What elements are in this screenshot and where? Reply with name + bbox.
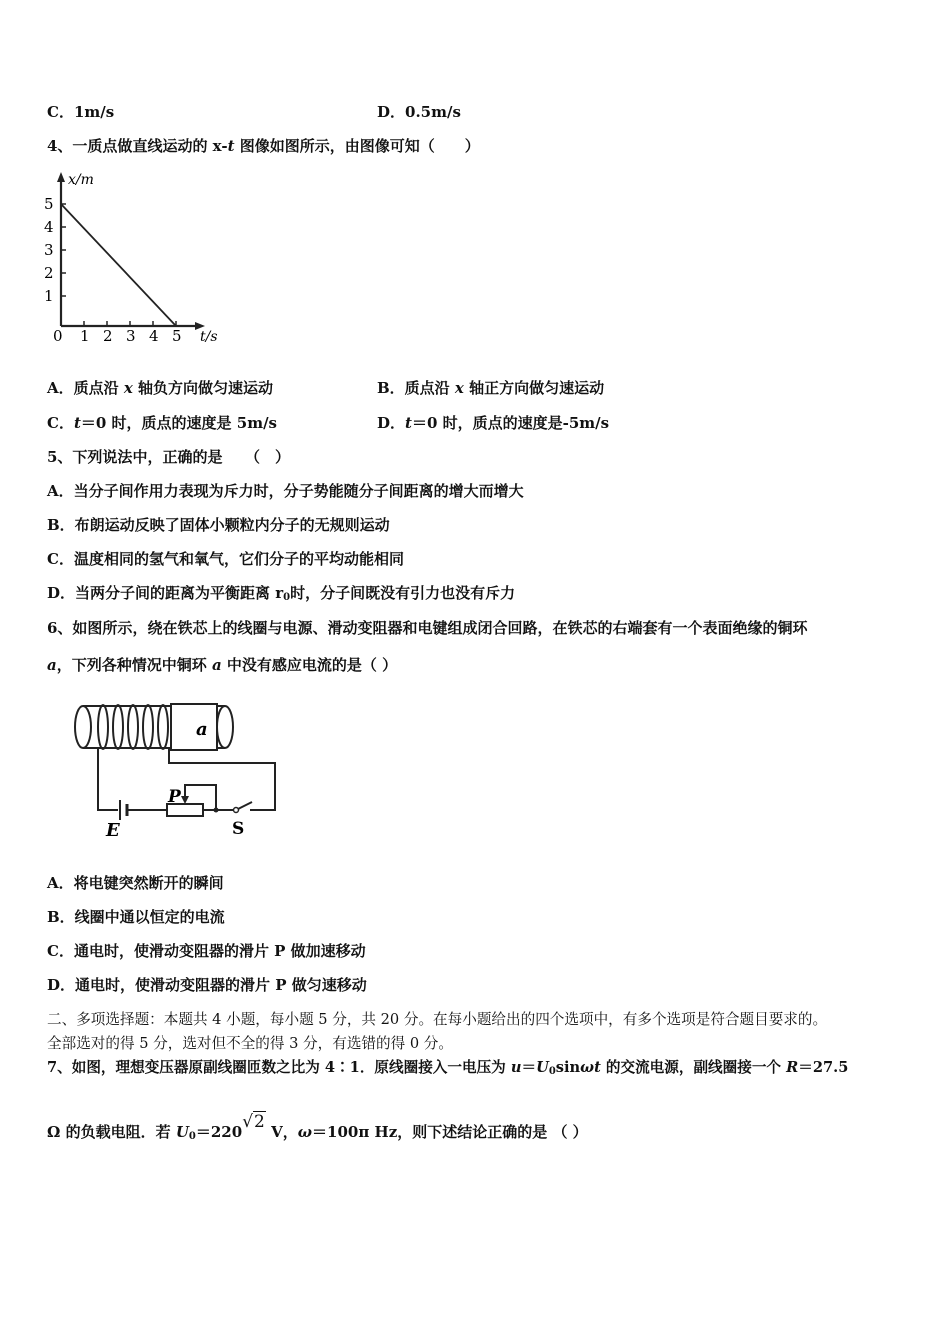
q7-stem-line1: 7、如图，理想变压器原副线圈匝数之比为 4∶1．原线圈接入一电压为 $u=U_0\sin\omega t$ 的交流电源，副线圈接一个 R＝27.5	[47, 1059, 849, 1077]
graph-xtick-label: 0	[53, 327, 63, 345]
slider-arrow	[181, 796, 189, 804]
graph-ytick-label: 1	[44, 287, 54, 305]
q7-stem-line2: Ω 的负载电阻．若 $U_0=220√2$ V，ω＝100π Hz，则下述结论正确的是 （ ）	[47, 1112, 588, 1142]
q6-option-b: B．线圈中通以恒定的电流	[47, 908, 225, 926]
q5-option-a: A．当分子间作用力表现为斥力时，分子势能随分子间距离的增大而增大	[47, 482, 524, 500]
ring-label: a	[196, 719, 208, 740]
sqrt-sign: √2	[242, 1112, 265, 1132]
graph-xtick-label: 5	[172, 327, 182, 345]
q3-option-d: D．0.5m/s	[377, 103, 461, 121]
graph-y-arrow	[57, 172, 65, 182]
q5-option-d: D．当两分子间的距离为平衡距离 $r_0$时，分子间既没有引力也没有斥力	[47, 584, 516, 603]
graph-xlabel: t/s	[200, 329, 218, 345]
q4-option-a: A．质点沿 x 轴负方向做匀速运动	[47, 379, 274, 397]
graph-ytick-label: 5	[44, 195, 54, 213]
graph-ytick-label: 3	[44, 241, 54, 259]
wire-left	[98, 748, 118, 810]
q4-xt-graph	[40, 166, 230, 346]
source-label: E	[106, 820, 120, 840]
q5-option-c: C．温度相同的氢气和氧气，它们分子的平均动能相同	[47, 550, 404, 568]
q5-stem: 5、下列说法中，正确的是 （ ）	[47, 448, 290, 466]
graph-ytick-label: 2	[44, 264, 54, 282]
q4-option-b: B．质点沿 x 轴正方向做匀速运动	[377, 379, 605, 397]
q5-option-b: B．布朗运动反映了固体小颗粒内分子的无规则运动	[47, 516, 390, 534]
q4-option-d: D．t＝0 时，质点的速度是-5m/s	[377, 414, 610, 432]
coil	[98, 705, 168, 749]
q4-stem: 4、一质点做直线运动的 x-t 图像如图所示，由图像可知（ ）	[47, 137, 480, 155]
slider-label: P	[168, 787, 181, 807]
graph-xtick-label: 2	[103, 327, 113, 345]
copper-ring	[171, 704, 217, 750]
q3-option-c: C．1m/s	[47, 103, 115, 121]
q6-option-c: C．通电时，使滑动变阻器的滑片 P 做加速移动	[47, 942, 366, 960]
graph-xtick-label: 1	[80, 327, 90, 345]
graph-xtick-label: 4	[149, 327, 159, 345]
switch-label: S	[232, 819, 245, 839]
graph-data-line	[61, 204, 176, 326]
q6-option-d: D．通电时，使滑动变阻器的滑片 P 做匀速移动	[47, 976, 367, 994]
q6-stem-line1: 6、如图所示，绕在铁芯上的线圈与电源、滑动变阻器和电键组成闭合回路，在铁芯的右端套有一个表面绝缘的铜环	[47, 619, 808, 637]
graph-ytick-label: 4	[44, 218, 54, 236]
q6-circuit-diagram	[70, 700, 290, 840]
graph-xtick-label: 3	[126, 327, 136, 345]
switch-blade	[238, 802, 252, 809]
q4-option-c: C．t＝0 时，质点的速度是 5m/s	[47, 414, 278, 432]
core-right-end	[217, 706, 233, 748]
section2-heading-line1: 二、多项选择题：本题共 4 小题，每小题 5 分，共 20 分。在每小题给出的四个选项中，有多个选项是符合题目要求的。	[47, 1011, 828, 1028]
q6-stem-line2: a，下列各种情况中铜环 a 中没有感应电流的是（ ）	[47, 656, 398, 674]
graph-ylabel: x/m	[68, 172, 94, 188]
section2-heading-line2: 全部选对的得 5 分，选对但不全的得 3 分，有选错的得 0 分。	[47, 1035, 453, 1052]
q6-option-a: A．将电键突然断开的瞬间	[47, 874, 224, 892]
core-left-end	[75, 706, 91, 748]
